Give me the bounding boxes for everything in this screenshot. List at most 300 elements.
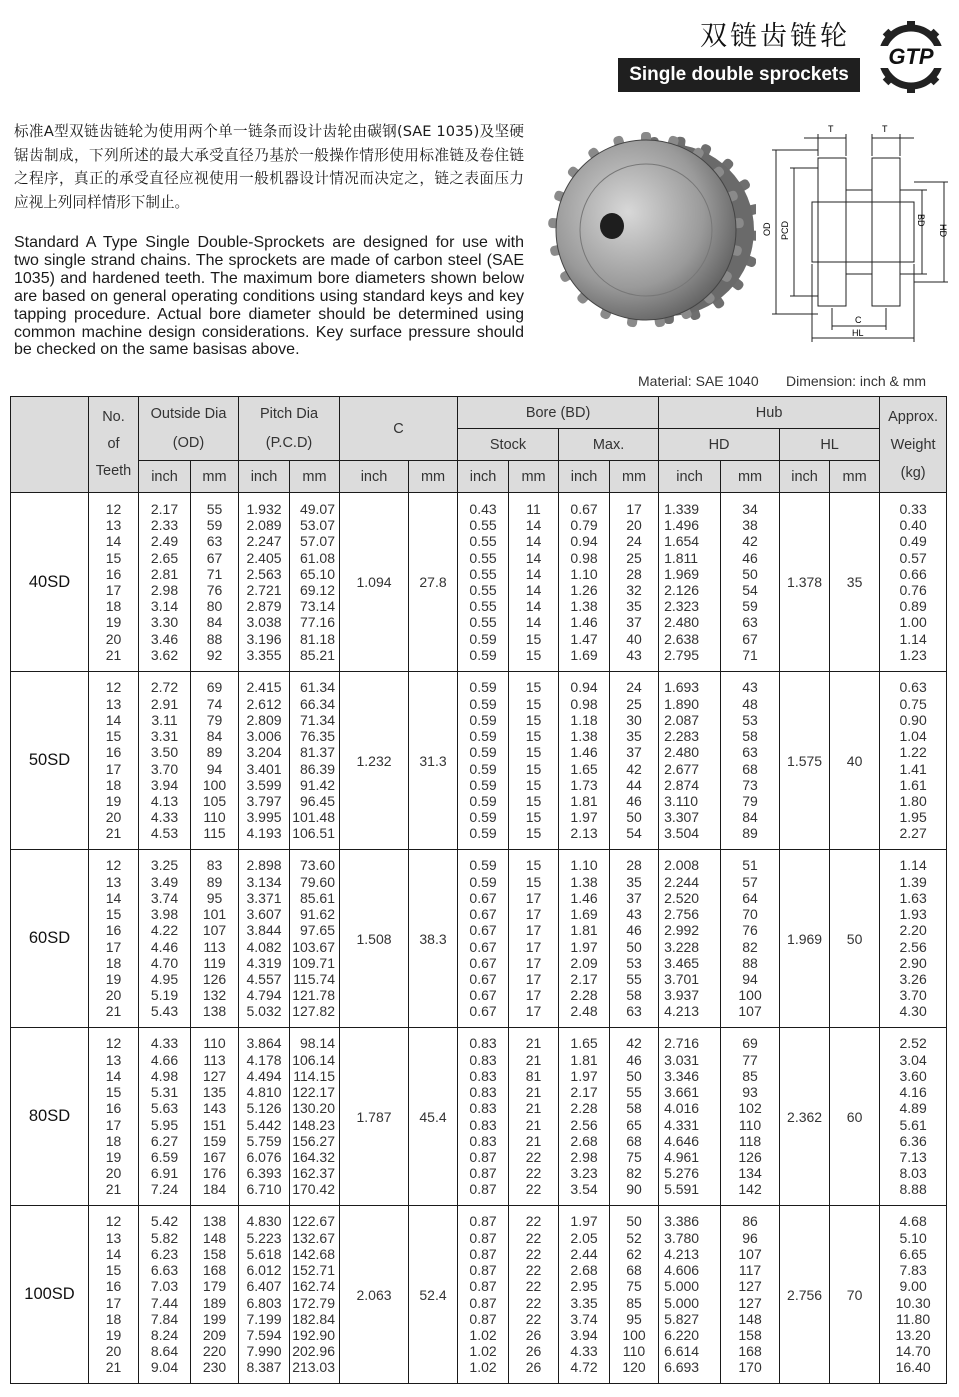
cell-hl-inch: 1.575 (780, 672, 830, 850)
cell-max-mm: 35 (626, 873, 642, 890)
cell-max-mm: 55 (626, 1084, 642, 1101)
cell-pcd-mm: 97.65 (299, 922, 336, 939)
cell-max-mm: 100 (622, 1326, 646, 1343)
header-teeth-line3: Teeth (95, 463, 132, 479)
cell-max-inch: 3.54 (570, 1181, 598, 1198)
cell-teeth: 20 (105, 809, 122, 826)
cell-od-inch: 3.62 (150, 646, 179, 663)
cell-hd-mm: 34 (742, 500, 758, 517)
cell-teeth: 18 (105, 598, 122, 615)
cell-hd-inch: 3.386 (664, 1213, 700, 1230)
cell-weight: 6.36 (899, 1132, 927, 1149)
cell-weight: 1.95 (899, 809, 927, 826)
cell-od-mm: 168 (202, 1262, 227, 1279)
cell-pcd-inch: 2.721 (246, 582, 282, 598)
cell-max-inch: 3.74 (570, 1310, 598, 1327)
cell-od-inch: 6.63 (150, 1262, 179, 1279)
cell-max-mm: 50 (626, 809, 642, 826)
cell-od-inch: 8.24 (150, 1326, 179, 1343)
cell-hd-mm: 63 (742, 744, 758, 761)
unit-header-hl-mm: mm (830, 461, 880, 493)
column-weight (880, 493, 947, 672)
cell-max-mm: 82 (626, 1165, 642, 1182)
cell-max-mm: 75 (626, 1148, 642, 1165)
cell-hd-mm: 73 (742, 776, 758, 793)
cell-od-mm: 59 (206, 517, 223, 534)
column-max-mm (610, 850, 659, 1028)
cell-teeth: 18 (105, 1310, 122, 1327)
cell-weight: 0.76 (899, 582, 927, 598)
cell-max-mm: 42 (626, 760, 642, 777)
cell-weight: 4.30 (899, 1003, 927, 1020)
cell-max-mm: 63 (626, 1003, 642, 1020)
table-row (11, 1028, 947, 1206)
cell-stock-mm: 15 (525, 728, 542, 745)
cell-pcd-inch: 5.126 (246, 1100, 282, 1117)
cell-c-mm: 52.4 (409, 1206, 458, 1384)
cell-max-mm: 46 (626, 1051, 642, 1068)
column-teeth (89, 1028, 139, 1206)
cell-stock-mm: 14 (525, 517, 542, 534)
column-hd-mm (721, 493, 780, 672)
cell-od-mm: 113 (203, 938, 226, 955)
cell-stock-mm: 15 (525, 744, 542, 761)
column-od-inch (139, 493, 191, 672)
cell-weight: 8.03 (899, 1165, 927, 1182)
cell-hd-inch: 1.811 (664, 549, 699, 566)
cell-hd-mm: 77 (742, 1051, 758, 1068)
cell-weight: 2.56 (899, 938, 927, 955)
cell-stock-mm: 11 (526, 500, 541, 517)
cell-hd-mm: 168 (738, 1343, 762, 1360)
cell-max-mm: 68 (626, 1132, 642, 1149)
cell-weight: 1.23 (899, 646, 927, 663)
cell-pcd-mm: 115.74 (293, 970, 336, 987)
cell-pcd-inch: 5.759 (246, 1132, 282, 1149)
cell-max-inch: 1.46 (570, 889, 598, 906)
cell-hd-mm: 71 (742, 646, 758, 663)
cell-stock-mm: 15 (525, 646, 542, 663)
cell-max-inch: 1.65 (570, 760, 598, 777)
cell-stock-inch: 0.59 (469, 679, 497, 696)
cell-pcd-mm: 106.14 (292, 1051, 336, 1068)
spec-table (10, 396, 947, 1384)
cell-od-inch: 5.82 (150, 1229, 179, 1246)
cell-weight: 7.83 (899, 1262, 927, 1279)
cell-max-inch: 3.35 (570, 1294, 598, 1311)
cell-stock-mm: 17 (525, 906, 542, 923)
cell-od-mm: 95 (206, 889, 223, 906)
cell-c-inch: 2.063 (340, 1206, 409, 1384)
cell-hd-mm: 38 (742, 517, 758, 534)
cell-stock-mm: 15 (525, 857, 542, 874)
cell-pcd-inch: 2.612 (246, 695, 282, 712)
cell-od-mm: 135 (202, 1084, 227, 1101)
cell-teeth: 13 (105, 695, 122, 712)
cell-stock-inch: 0.59 (469, 809, 497, 826)
cell-max-mm: 68 (626, 1262, 642, 1279)
cell-pcd-mm: 61.08 (299, 549, 336, 566)
cell-teeth: 12 (105, 1035, 122, 1052)
header-pcd-line2: (P.C.D) (265, 434, 313, 451)
cell-od-inch: 4.53 (150, 825, 179, 842)
cell-pcd-mm: 81.18 (299, 630, 336, 647)
cell-od-inch: 2.33 (150, 517, 179, 534)
cell-stock-inch: 0.67 (469, 906, 497, 923)
cell-stock-inch: 0.87 (469, 1310, 497, 1327)
cell-pcd-inch: 2.563 (246, 565, 282, 582)
header-hl: HL (780, 429, 880, 461)
cell-hd-mm: 46 (742, 549, 758, 566)
cell-pcd-inch: 3.038 (246, 614, 282, 631)
cell-weight: 3.60 (899, 1067, 927, 1084)
cell-stock-inch: 0.67 (469, 970, 497, 987)
cell-od-mm: 107 (202, 922, 227, 939)
description-chinese: 标准A型双链齿链轮为使用两个单一链条而设计齿轮由碳钢(SAE 1035)及坚硬锯齿制成，下列所述的最大承受直径乃基於一般操作情形使用标准链及卷住链之程序，真正的承受直径应视使用一般机器设计情况而决定之，链之表面压力应视上列同样情形下制止。 (14, 123, 524, 211)
cell-stock-mm: 26 (525, 1343, 542, 1360)
cell-stock-inch: 0.83 (469, 1035, 497, 1052)
column-hd-inch (659, 850, 721, 1028)
cell-teeth: 14 (105, 533, 122, 550)
cell-od-mm: 89 (206, 873, 223, 890)
cell-od-inch: 2.17 (150, 500, 179, 517)
cell-pcd-mm: 57.07 (299, 533, 336, 550)
cell-max-mm: 50 (626, 1067, 642, 1084)
cell-max-mm: 44 (626, 776, 642, 793)
cell-hd-mm: 88 (742, 954, 758, 971)
unit-header-hl-inch: inch (780, 461, 830, 493)
cell-c-inch: 1.508 (340, 850, 409, 1028)
cell-pcd-mm: 192.90 (292, 1326, 336, 1343)
column-stock-inch (458, 1206, 509, 1384)
cell-stock-mm: 17 (525, 970, 542, 987)
cell-stock-mm: 15 (525, 760, 542, 777)
cell-pcd-mm: 182.84 (292, 1310, 336, 1327)
cell-hd-inch: 2.874 (664, 776, 700, 793)
cell-hd-inch: 5.827 (664, 1310, 700, 1327)
cell-pcd-mm: 170.42 (292, 1181, 336, 1198)
cell-stock-inch: 0.67 (469, 954, 497, 971)
header-stock: Stock (458, 429, 559, 461)
cell-stock-inch: 0.59 (469, 776, 497, 793)
cell-pcd-inch: 4.193 (246, 825, 282, 842)
cell-hd-inch: 1.969 (664, 565, 700, 582)
cell-hd-inch: 2.992 (664, 922, 700, 939)
cell-od-inch: 3.31 (150, 728, 179, 745)
cell-stock-inch: 0.87 (469, 1229, 497, 1246)
cell-od-mm: 115 (203, 825, 226, 842)
cell-pcd-inch: 7.990 (246, 1343, 282, 1360)
cell-teeth: 18 (105, 1132, 122, 1149)
cell-stock-mm: 22 (525, 1148, 542, 1165)
cell-pcd-inch: 2.898 (246, 857, 282, 874)
cell-max-mm: 37 (626, 889, 642, 906)
cell-pcd-mm: 109.71 (292, 954, 336, 971)
cell-hd-mm: 84 (742, 809, 758, 826)
cell-stock-inch: 1.02 (469, 1326, 497, 1343)
cell-stock-inch: 0.67 (469, 1003, 497, 1020)
cell-pcd-inch: 6.393 (246, 1165, 282, 1182)
unit-header-c-mm: mm (409, 461, 458, 493)
dim-label-hl: HL (852, 328, 864, 338)
cell-stock-mm: 15 (525, 695, 542, 712)
cell-teeth: 17 (105, 1116, 122, 1133)
cell-hd-inch: 2.756 (664, 906, 700, 923)
cell-max-mm: 58 (626, 1100, 642, 1117)
cell-od-mm: 119 (203, 954, 226, 971)
series-label: 80SD (11, 1028, 89, 1206)
cell-od-inch: 2.49 (150, 533, 179, 550)
cell-max-inch: 0.67 (570, 500, 598, 517)
cell-pcd-mm: 142.68 (292, 1245, 336, 1262)
cell-stock-inch: 0.55 (469, 533, 497, 550)
cell-stock-inch: 0.55 (469, 549, 497, 566)
header-pcd-line1: Pitch Dia (260, 405, 319, 422)
title-english: Single double sprockets (618, 58, 860, 92)
cell-stock-inch: 0.83 (469, 1100, 497, 1117)
cell-max-inch: 2.68 (570, 1262, 598, 1279)
cell-hd-mm: 94 (742, 970, 758, 987)
series-label: 40SD (11, 493, 89, 672)
cell-teeth: 20 (105, 1343, 122, 1360)
cell-od-inch: 2.98 (150, 582, 179, 598)
cell-pcd-mm: 71.34 (299, 711, 336, 728)
cell-od-inch: 5.63 (150, 1100, 179, 1117)
cell-od-mm: 83 (206, 857, 223, 874)
cell-teeth: 20 (105, 1165, 122, 1182)
cell-pcd-mm: 53.07 (299, 517, 336, 534)
cell-stock-inch: 0.87 (469, 1245, 497, 1262)
cell-weight: 4.68 (899, 1213, 927, 1230)
cell-weight: 6.65 (899, 1245, 927, 1262)
cell-hd-mm: 89 (742, 825, 758, 842)
header-teeth-line1: No. (102, 409, 125, 425)
header-weight-line2: Weight (890, 436, 936, 453)
cell-pcd-inch: 7.594 (246, 1326, 282, 1343)
cell-od-mm: 55 (206, 500, 223, 517)
cell-stock-inch: 0.55 (469, 565, 497, 582)
cell-od-mm: 184 (202, 1181, 227, 1198)
cell-weight: 0.89 (899, 598, 927, 615)
cell-od-inch: 7.03 (150, 1278, 179, 1295)
table-row (11, 1206, 947, 1384)
cell-od-mm: 79 (206, 711, 223, 728)
cell-hd-inch: 2.480 (664, 614, 700, 631)
cell-teeth: 19 (105, 1148, 122, 1165)
cell-od-inch: 4.66 (150, 1051, 179, 1068)
column-teeth (89, 850, 139, 1028)
cell-od-mm: 159 (202, 1132, 227, 1149)
cell-od-inch: 7.24 (150, 1181, 179, 1198)
dim-label-bd: BD (916, 214, 926, 227)
cell-weight: 8.88 (899, 1181, 927, 1198)
cell-stock-inch: 0.43 (469, 500, 497, 517)
cell-max-mm: 32 (626, 582, 642, 598)
cell-pcd-inch: 3.204 (246, 744, 282, 761)
column-pcd-mm (290, 1206, 340, 1384)
cell-max-inch: 2.05 (570, 1229, 598, 1246)
header-od-line1: Outside Dia (150, 405, 227, 422)
cell-stock-mm: 81 (525, 1067, 542, 1084)
cell-od-inch: 7.44 (150, 1294, 179, 1311)
cell-stock-inch: 0.59 (469, 744, 497, 761)
cell-teeth: 16 (105, 744, 122, 761)
cell-teeth: 21 (105, 1181, 122, 1198)
header-weight-line1: Approx. (888, 408, 939, 425)
cell-weight: 4.89 (899, 1100, 927, 1117)
cell-max-inch: 4.33 (570, 1343, 598, 1360)
column-max-inch (559, 1028, 610, 1206)
cell-od-mm: 132 (202, 987, 227, 1004)
cell-teeth: 19 (105, 614, 122, 631)
cell-od-mm: 113 (203, 1051, 226, 1068)
cell-stock-inch: 0.59 (469, 646, 497, 663)
cell-od-mm: 76 (206, 582, 223, 598)
cell-od-inch: 4.13 (150, 792, 179, 809)
cell-pcd-mm: 79.60 (299, 873, 336, 890)
cell-stock-inch: 0.67 (469, 987, 497, 1004)
cell-weight: 1.61 (899, 776, 927, 793)
cell-od-mm: 176 (202, 1165, 227, 1182)
cell-pcd-inch: 5.618 (246, 1245, 282, 1262)
column-hd-inch (659, 1028, 721, 1206)
cell-od-inch: 6.59 (150, 1148, 179, 1165)
cell-od-mm: 126 (202, 970, 227, 987)
cell-max-mm: 50 (626, 938, 642, 955)
cell-od-mm: 105 (202, 792, 227, 809)
cell-pcd-mm: 91.42 (299, 776, 336, 793)
cell-pcd-inch: 6.012 (246, 1262, 282, 1279)
cell-pcd-inch: 3.995 (246, 809, 282, 826)
cell-teeth: 21 (105, 1003, 122, 1020)
cell-pcd-mm: 65.10 (299, 565, 336, 582)
cell-hl-mm: 35 (830, 493, 880, 672)
column-weight (880, 850, 947, 1028)
cell-stock-inch: 0.55 (469, 582, 497, 598)
cell-pcd-mm: 213.03 (292, 1359, 336, 1376)
cell-pcd-inch: 5.032 (246, 1003, 282, 1020)
cell-max-mm: 17 (626, 500, 642, 517)
cell-hd-mm: 107 (738, 1245, 762, 1262)
cell-teeth: 21 (105, 1359, 122, 1376)
cell-max-inch: 2.17 (570, 1084, 598, 1101)
cell-max-inch: 2.09 (570, 954, 598, 971)
cell-teeth: 17 (105, 760, 122, 777)
cell-teeth: 15 (105, 728, 122, 745)
cell-max-inch: 1.69 (570, 646, 598, 663)
cell-hd-inch: 5.276 (664, 1165, 700, 1182)
cell-max-inch: 1.26 (570, 582, 598, 598)
cell-stock-inch: 0.87 (469, 1165, 497, 1182)
cell-hd-mm: 110 (738, 1116, 762, 1133)
cell-weight: 0.90 (899, 711, 927, 728)
dimension-note: Dimension: inch & mm (786, 373, 927, 389)
cell-hd-mm: 57 (742, 873, 758, 890)
cell-teeth: 19 (105, 1326, 122, 1343)
cell-od-mm: 101 (202, 906, 227, 923)
cell-c-mm: 31.3 (409, 672, 458, 850)
cell-hd-inch: 3.504 (664, 825, 700, 842)
column-pcd-mm (290, 493, 340, 672)
cell-od-mm: 84 (206, 614, 223, 631)
cell-pcd-mm: 85.21 (299, 646, 336, 663)
cell-max-mm: 85 (626, 1294, 642, 1311)
cell-stock-inch: 0.83 (469, 1084, 497, 1101)
cell-max-mm: 37 (626, 614, 642, 631)
cell-pcd-mm: 121.78 (292, 987, 336, 1004)
cell-weight: 11.80 (896, 1310, 931, 1327)
cell-pcd-inch: 4.319 (246, 954, 282, 971)
cell-od-inch: 5.43 (150, 1003, 179, 1020)
cell-hd-inch: 3.780 (664, 1229, 700, 1246)
cell-hd-inch: 2.795 (664, 646, 700, 663)
cell-teeth: 13 (105, 1051, 122, 1068)
cell-stock-mm: 15 (525, 679, 542, 696)
cell-stock-mm: 21 (525, 1132, 542, 1149)
cell-pcd-mm: 91.62 (299, 906, 336, 923)
unit-header-max-mm: mm (610, 461, 659, 493)
cell-weight: 5.61 (899, 1116, 927, 1133)
cell-stock-inch: 0.87 (469, 1294, 497, 1311)
cell-hd-inch: 4.213 (664, 1245, 700, 1262)
cell-pcd-mm: 202.96 (292, 1343, 336, 1360)
cell-hd-mm: 93 (742, 1084, 758, 1101)
cell-hl-inch: 1.969 (780, 850, 830, 1028)
cell-hd-mm: 100 (738, 987, 762, 1004)
cell-od-inch: 6.23 (150, 1245, 179, 1262)
cell-weight: 2.27 (899, 825, 927, 842)
cell-max-mm: 35 (626, 728, 642, 745)
dim-label-t2: T (882, 124, 888, 134)
series-label: 50SD (11, 672, 89, 850)
cell-max-inch: 1.47 (570, 630, 598, 647)
cell-hd-inch: 2.244 (664, 873, 700, 890)
cell-stock-mm: 22 (525, 1229, 542, 1246)
cell-max-inch: 1.97 (570, 1213, 598, 1230)
series-label: 60SD (11, 850, 89, 1028)
unit-header-hd-mm: mm (721, 461, 780, 493)
cell-pcd-inch: 2.405 (246, 549, 282, 566)
cell-max-inch: 2.17 (570, 970, 598, 987)
cell-od-inch: 3.25 (150, 857, 179, 874)
cell-hd-mm: 63 (742, 614, 758, 631)
cell-hl-mm: 40 (830, 672, 880, 850)
header-od (139, 397, 239, 461)
cell-od-inch: 3.14 (150, 598, 179, 615)
cell-stock-mm: 17 (525, 954, 542, 971)
cell-hd-inch: 4.961 (664, 1148, 700, 1165)
cell-stock-inch: 0.87 (469, 1181, 497, 1198)
cell-pcd-mm: 66.34 (299, 695, 336, 712)
cell-max-inch: 1.73 (570, 776, 598, 793)
cell-hd-inch: 6.693 (664, 1359, 700, 1376)
sprocket-photo (546, 118, 756, 348)
cell-stock-inch: 0.87 (469, 1213, 497, 1230)
cell-weight: 10.30 (895, 1294, 931, 1311)
cell-pcd-inch: 3.196 (246, 630, 282, 647)
cell-od-inch: 4.70 (150, 954, 179, 971)
cell-hl-mm: 60 (830, 1028, 880, 1206)
cell-weight: 0.57 (899, 549, 927, 566)
cell-od-inch: 3.74 (150, 889, 179, 906)
cell-weight: 3.26 (899, 970, 927, 987)
cell-teeth: 12 (105, 679, 122, 696)
cell-hd-mm: 48 (742, 695, 758, 712)
cell-stock-inch: 0.59 (469, 760, 497, 777)
cell-stock-mm: 17 (525, 922, 542, 939)
cell-pcd-inch: 4.810 (246, 1084, 282, 1101)
sprocket-drawing (752, 120, 957, 350)
